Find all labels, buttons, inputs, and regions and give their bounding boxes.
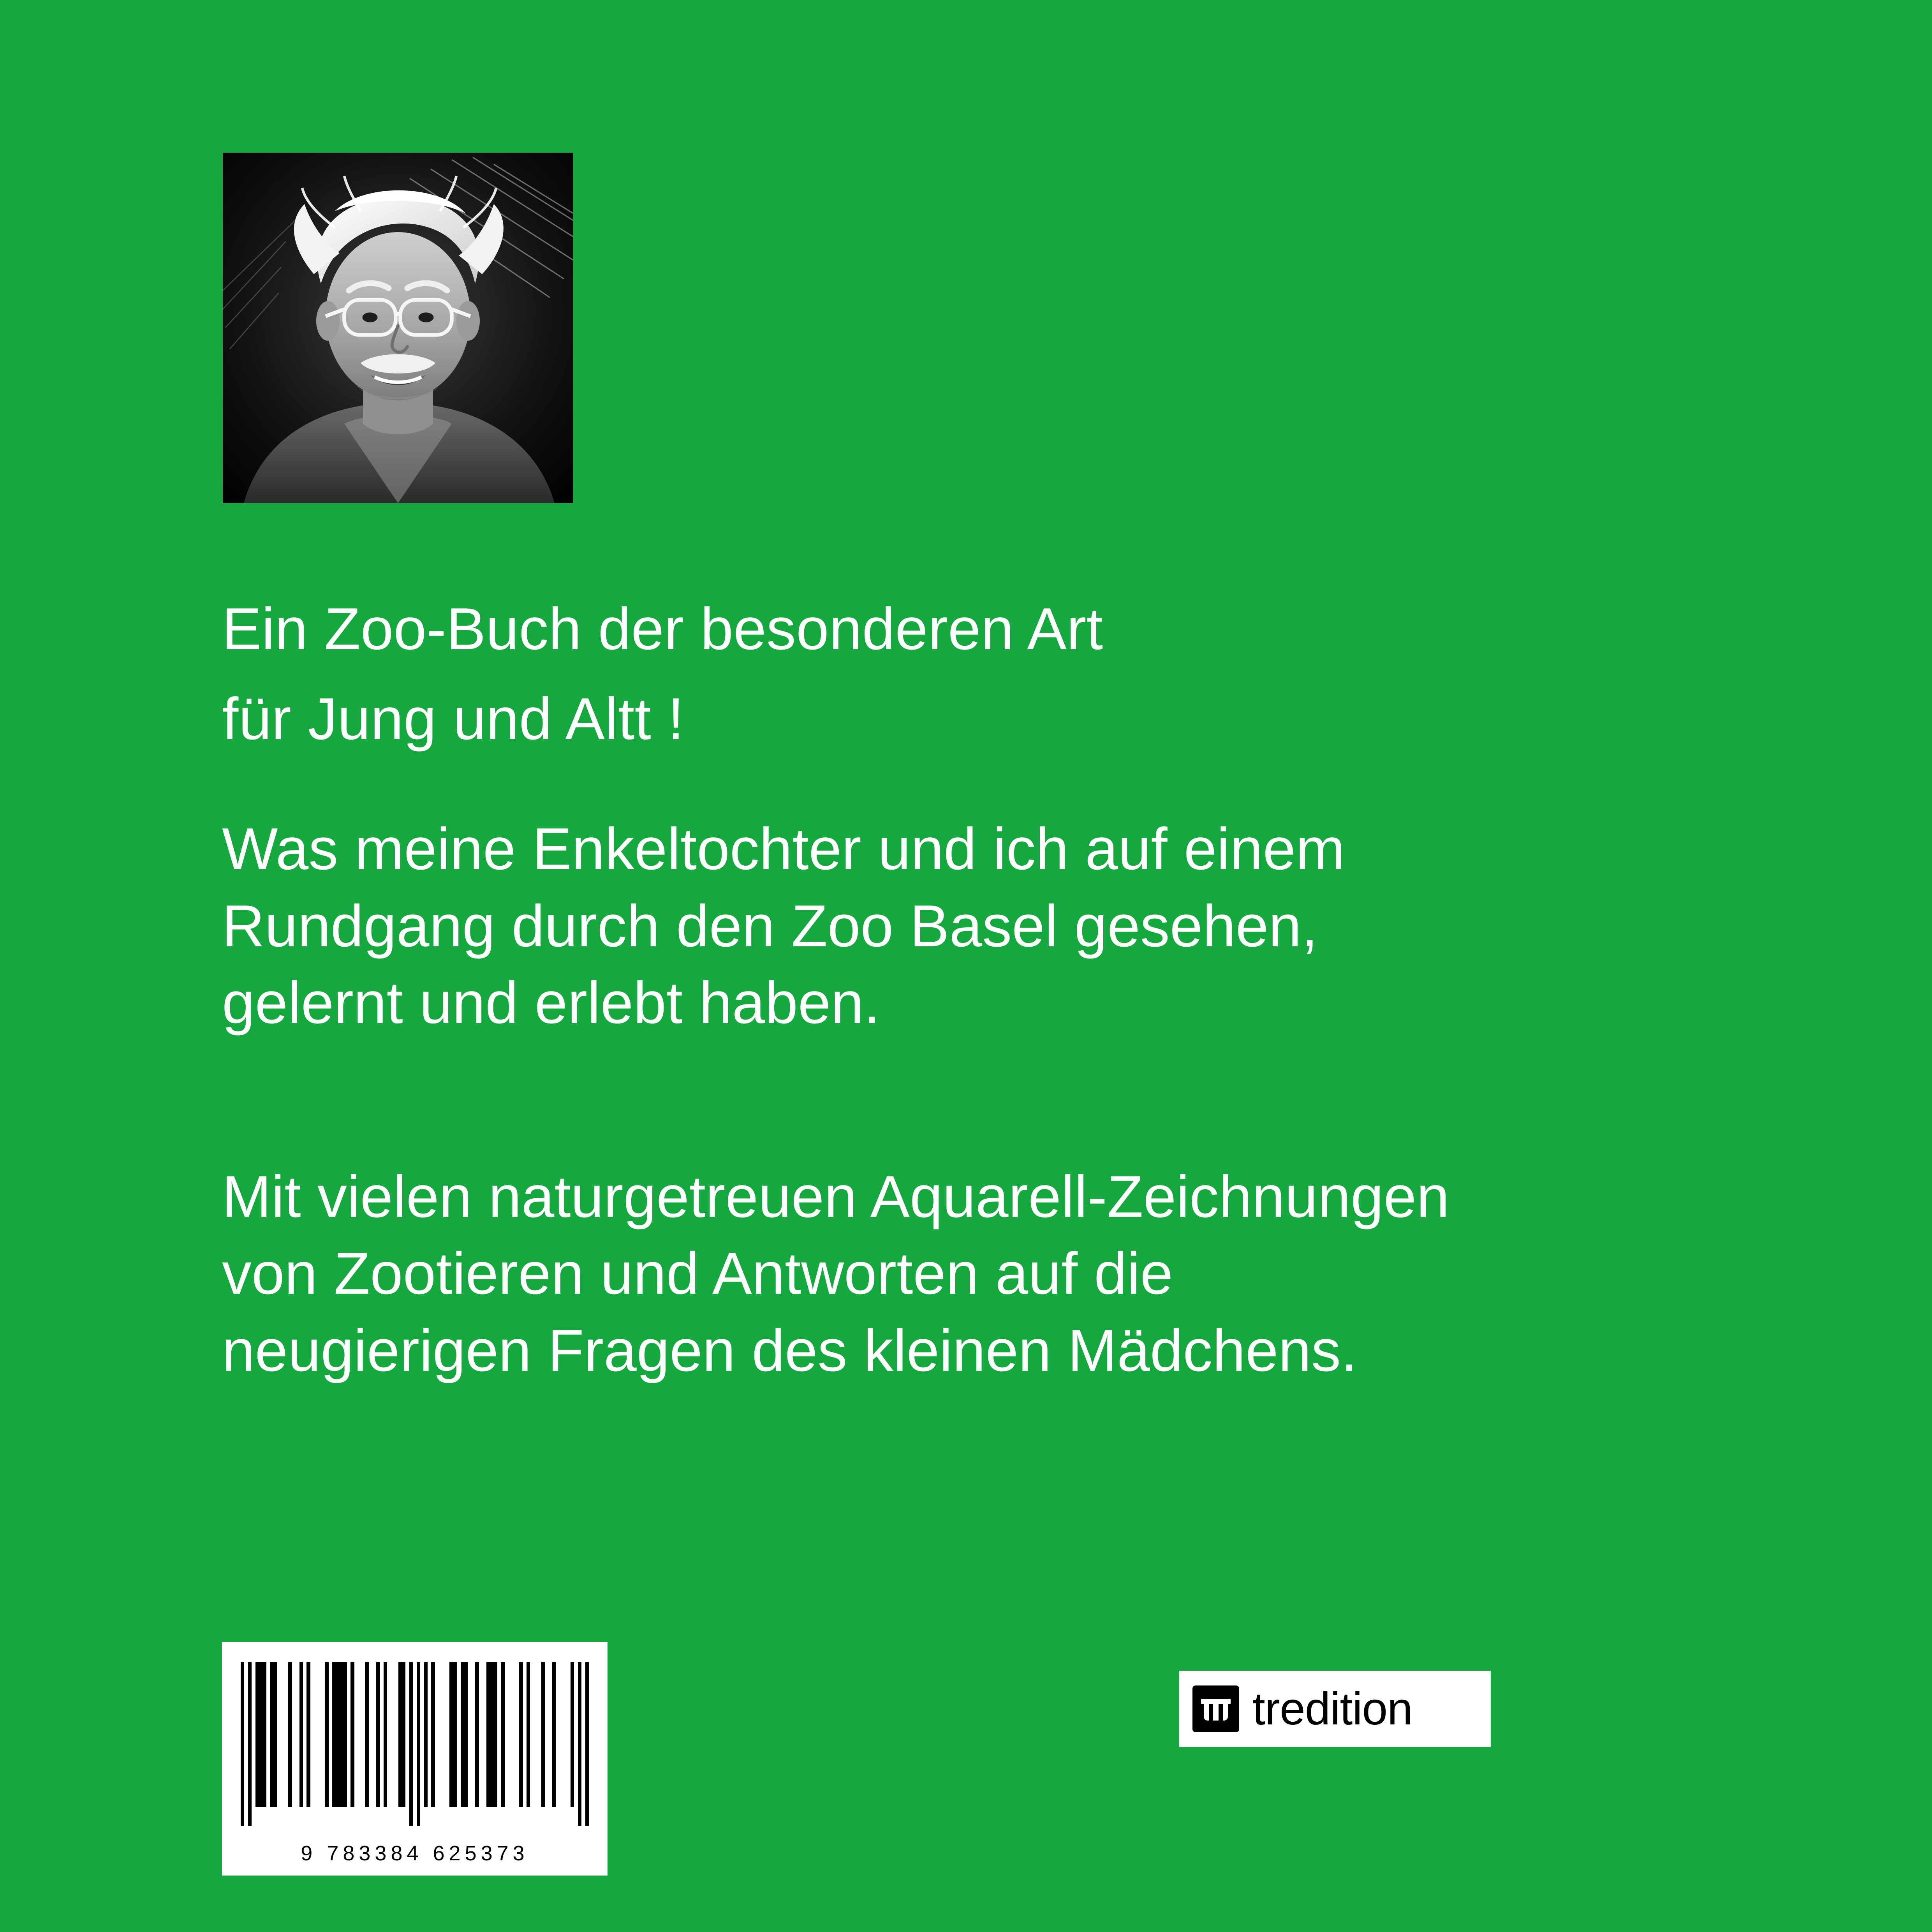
barcode-bars xyxy=(241,1662,589,1826)
description-paragraph-1-line-2: Rundgang durch den Zoo Basel gesehen, xyxy=(222,893,1318,959)
description-paragraph-2-line-1: Mit vielen naturgetreuen Aquarell-Zeichnungen xyxy=(222,1163,1449,1230)
isbn-barcode xyxy=(222,1642,608,1876)
description-paragraph-1-line-3: gelernt und erlebt haben. xyxy=(222,970,881,1036)
tredition-t-icon xyxy=(1192,1685,1239,1732)
description-paragraph-2-line-3: neugierigen Fragen des kleinen Mädchens. xyxy=(222,1317,1358,1384)
author-portrait xyxy=(223,153,573,503)
description-paragraph-1 xyxy=(222,811,1624,1042)
tagline-line-2: für Jung und Altt ! xyxy=(222,686,684,752)
tagline-line-1: Ein Zoo-Buch der besonderen Art xyxy=(222,596,1103,662)
barcode-number: 9 783384 625373 xyxy=(301,1842,529,1865)
back-cover-copy xyxy=(222,584,1624,1390)
publisher-name: tredition xyxy=(1252,1683,1412,1735)
description-paragraph-2 xyxy=(222,1159,1624,1390)
description-paragraph-1-line-1: Was meine Enkeltochter und ich auf einem xyxy=(222,816,1345,882)
description-paragraph-2-line-2: von Zootieren und Antworten auf die xyxy=(222,1240,1173,1307)
author-portrait-image xyxy=(223,153,573,503)
publisher-logo xyxy=(1179,1671,1491,1747)
